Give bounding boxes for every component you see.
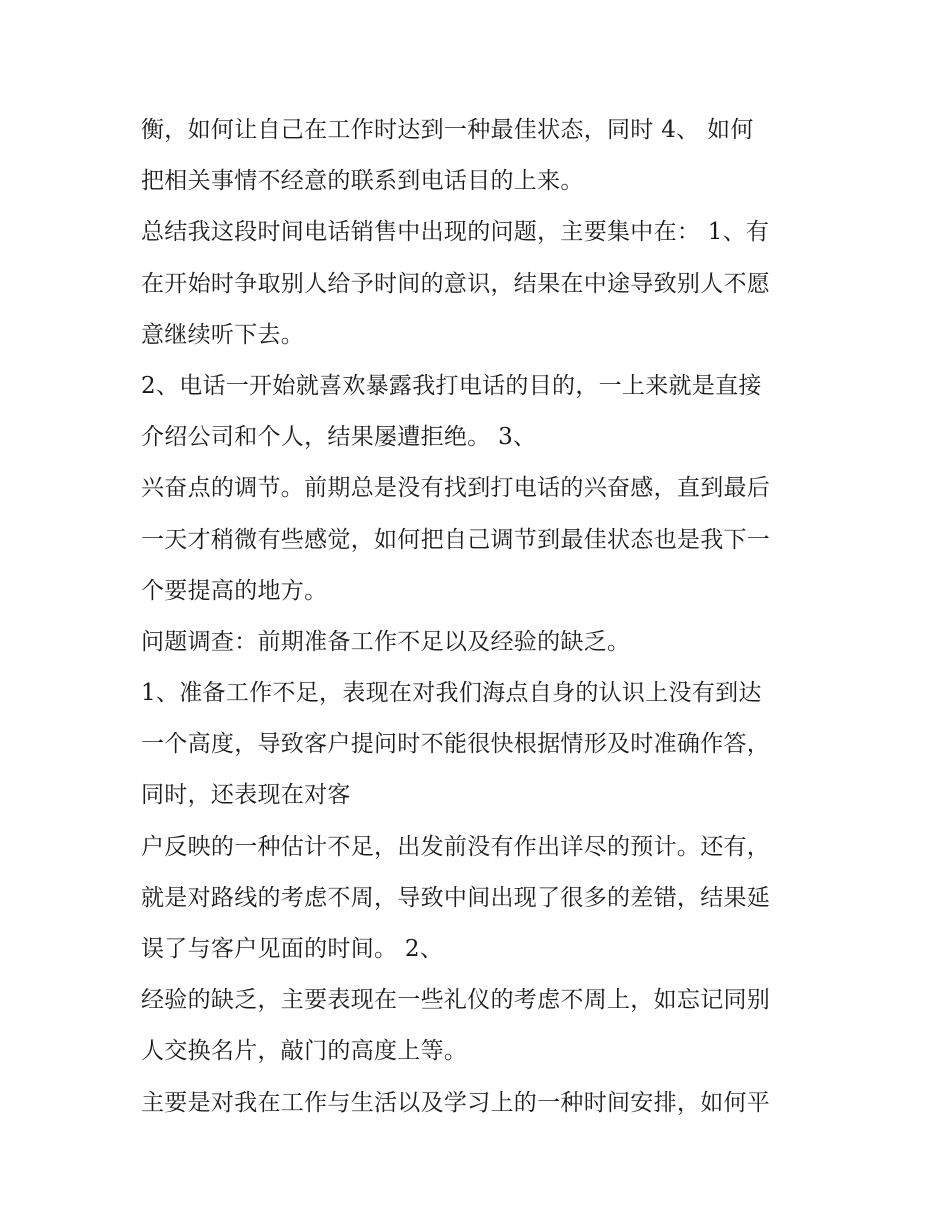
text-line: 总结我这段时间电话销售中出现的问题，主要集中在： 1、有 [141, 219, 770, 246]
text-line: 就是对路线的考虑不周，导致中间出现了很多的差错，结果延 [141, 884, 771, 911]
body-text [141, 105, 831, 1129]
text-line: 户反映的一种估计不足，出发前没有作出详尽的预计。还有， [141, 833, 771, 860]
text-line: 在开始时争取别人给予时间的意识，结果在中途导致别人不愿 [141, 270, 771, 297]
text-line: 经验的缺乏，主要表现在一些礼仪的考虑不周上，如忘记同别 [141, 987, 771, 1014]
text-line: 问题调查：前期准备工作不足以及经验的缺乏。 [141, 628, 631, 655]
text-line: 兴奋点的调节。前期总是没有找到打电话的兴奋感，直到最后 [141, 475, 771, 502]
text-line: 同时，还表现在对客 [141, 782, 351, 809]
text-line: 意继续听下去。 [141, 321, 305, 348]
text-line: 2、电话一开始就喜欢暴露我打电话的目的，一上来就是直接 [141, 372, 762, 399]
text-line: 误了与客户见面的时间。 2、 [141, 936, 444, 962]
text-line: 介绍公司和个人，结果屡遭拒绝。 3、 [141, 424, 537, 451]
text-line: 1、准备工作不足，表现在对我们海点自身的认识上没有到达 [141, 680, 762, 707]
text-line: 人交换名片，敲门的高度上等。 [141, 1038, 468, 1065]
text-line: 衡，如何让自己在工作时达到一种最佳状态，同时 4、 如何 [141, 117, 754, 143]
text-line: 个要提高的地方。 [141, 577, 328, 604]
text-line: 一个高度，导致客户提问时不能很快根据情形及时准确作答， [141, 731, 771, 758]
text-line: 把相关事情不经意的联系到电话目的上来。 [141, 168, 584, 195]
text-line: 一天才稍微有些感觉，如何把自己调节到最佳状态也是我下一 [141, 526, 771, 553]
text-line: 主要是对我在工作与生活以及学习上的一种时间安排，如何平 [141, 1089, 771, 1116]
